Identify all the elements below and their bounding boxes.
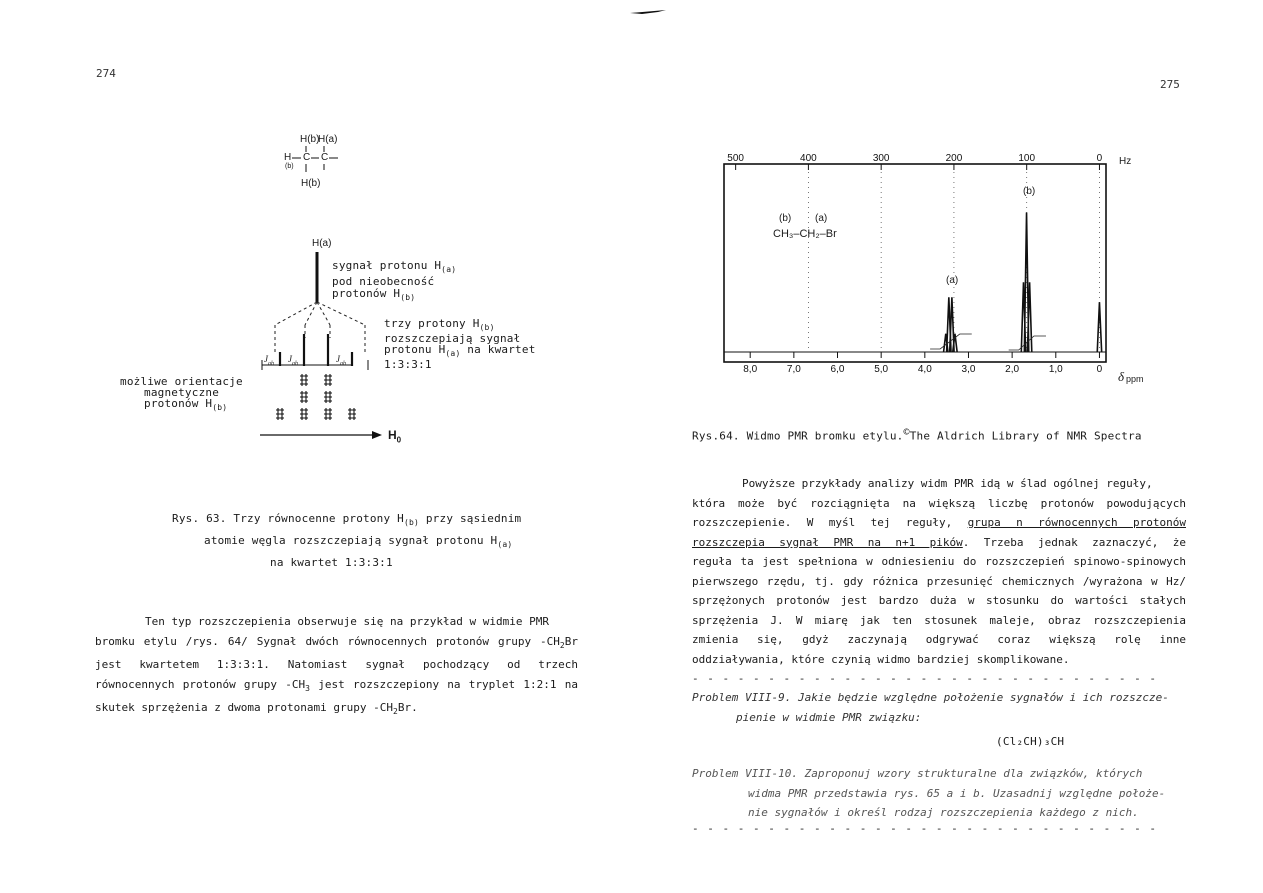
page-number-right: 275 [1160, 78, 1180, 91]
ppm-tick-label: 3,0 [961, 364, 976, 375]
splitting-diagram [100, 230, 560, 450]
diagram-h-a-label: H(a) [312, 238, 332, 249]
problem-viii-9: Problem VIII-9. Jakie będzie względne położenie sygnałów i ich rozszcze- pienie w widmie PMR związku: [692, 691, 1169, 724]
formula-h-b-top: H(b) [300, 134, 320, 145]
right-body-text: Powyższe przykłady analizy widm PMR idą w ślad ogólnej reguły, która może być rozciągnięta na większą liczbę protonów powodujących rozszczepienie. W myśl tej reguły, grupa n równocennych protonów rozszczepia sygnał PMR na n+1 pików. Trzeba jednak zaznaczyć, że reguła ta jest spełniona w odniesieniu do rozszczepień spinowo-spinowych pierwszego rzędu, tj. gdy różnica przesunięć chemicznych /wyrażona w Hz/ sprzężonych protonów jest bardzo duża w stosunku do wartości stałych sprzężenia J. W miarę jak ten stosunek maleje, obraz rozszczepienia zmienia się, gdyż zaczynają odgrywać coraz większą rolę inne oddziaływania, które czynią widmo bardziej skomplikowane. [692, 477, 1186, 666]
nmr-spectrum [712, 150, 1172, 390]
problem-viii-10: Problem VIII-10. Zaproponuj wzory strukturalne dla związków, których widma PMR przedstawia rys. 65 a i b. Uzasadnij względne położe- nie sygnałów i określ rodzaj rozszczepienia każdego z nich. [692, 767, 1166, 819]
ppm-tick-label: 1,0 [1048, 364, 1063, 375]
hz-tick-label: 500 [727, 153, 744, 164]
scan-mark [628, 6, 668, 18]
ppm-unit: ppm [1126, 374, 1144, 384]
peak-label-a: (a) [946, 275, 959, 286]
spectrum-grid [808, 172, 1099, 350]
formula-c2: C [321, 152, 329, 163]
j-label-1: $J_{ab}$ [264, 354, 274, 367]
hz-tick-label: 0 [1096, 153, 1103, 164]
formula-c1: C [303, 152, 311, 163]
molecule-label-b: (b) [779, 213, 792, 224]
molecule-formula: CH₃–CH₂–Br [773, 228, 837, 240]
ppm-axis [743, 352, 1102, 375]
page-number-left: 274 [96, 67, 116, 80]
ppm-delta: δ [1118, 369, 1125, 384]
j-label-2: $J_{ab}$ [288, 354, 298, 367]
peak-label-b: (b) [1023, 186, 1036, 197]
orientation-note: możliwe orientacje magnetyczne protonów $H_{(b)}$ [120, 375, 243, 413]
ppm-tick-label: 6,0 [830, 364, 845, 375]
signal-note: sygnał protonu $H_{(a)}$ pod nieobecność protonów $H_{(b)}$ [332, 259, 457, 303]
ppm-tick-label: 8,0 [743, 364, 758, 375]
ppm-tick-label: 7,0 [786, 364, 801, 375]
h0-label: $H_0$ [388, 428, 402, 445]
j-label-3: $J_{ab}$ [336, 354, 346, 367]
hz-unit: Hz [1119, 156, 1132, 167]
hz-tick-label: 400 [800, 153, 817, 164]
molecule-label-a: (a) [815, 213, 828, 224]
problem-9-formula: (Cl₂CH)₃CH [996, 735, 1065, 748]
spin-arrows [276, 374, 356, 420]
formula-h-left: H [284, 152, 292, 163]
three-protons-note: trzy protony $H_{(b)}$ rozszczepiają sygnał protonu $H_{(a)}$ na kwartet 1:3:3:1 [384, 317, 536, 372]
divider-2: - - - - - - - - - - - - - - - - - - - - - - - - - - - - - - - [692, 822, 1157, 835]
divider-1: - - - - - - - - - - - - - - - - - - - - - - - - - - - - - - - [692, 672, 1157, 685]
hz-tick-label: 200 [945, 153, 963, 164]
ppm-tick-label: 4,0 [917, 364, 932, 375]
hz-tick-label: 300 [872, 153, 890, 164]
figure-64-caption: Rys.64. Widmo PMR bromku etylu.©The Aldrich Library of NMR Spectra [692, 427, 1142, 443]
spectrum-frame [724, 164, 1106, 362]
structural-formula: H(b) H(a) H (b) C C H(b) [284, 134, 338, 189]
hz-tick-label: 100 [1018, 153, 1036, 164]
ppm-tick-label: 0 [1096, 364, 1103, 375]
ppm-tick-label: 2,0 [1005, 364, 1020, 375]
formula-h-bottom: H(b) [301, 178, 321, 189]
figure-63-caption: Rys. 63. Trzy równocenne protony $H_{(b)}$ przy sąsiednim atomie węgla rozszczepiają sygnał protonu $H_{(a)}$ na kwartet 1:3:3:1 [172, 512, 522, 570]
hz-axis [727, 153, 1102, 170]
ppm-tick-label: 5,0 [874, 364, 889, 375]
formula-h-a-top: H(a) [318, 134, 338, 145]
left-body-text: Ten typ rozszczepienia obserwuje się na przykład w widmie PMR bromku etylu /rys. 64/ Sygnał dwóch równocennych protonów grupy $-CH_2Br$ jest kwartetem 1:3:3:1. Natomiast sygnał pochodzący od trzech równocennych protonów grupy $-CH_3$ jest rozszczepiony na tryplet 1:2:1 na skutek sprzężenia z dwoma protonami grupy $-CH_2Br$. [95, 615, 578, 717]
